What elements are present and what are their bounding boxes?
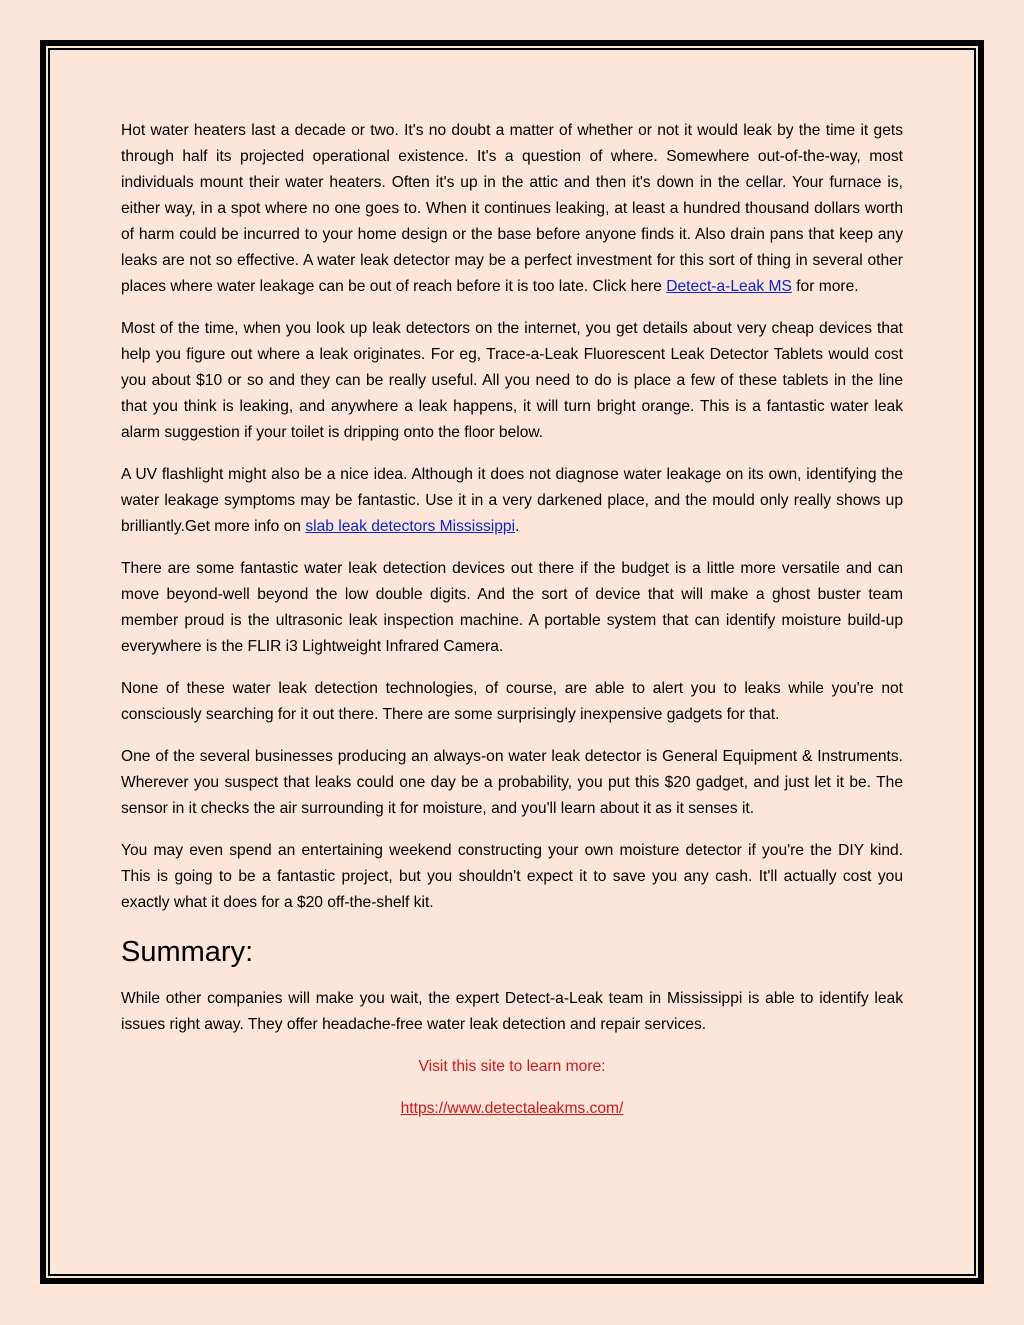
paragraph-summary: While other companies will make you wait, the expert Detect-a-Leak team in Mississippi is able to identify leak issues right away. They offer headache-free water leak detection and repair services. xyxy=(121,990,903,1033)
paragraph-1-text: Hot water heaters last a decade or two. It's no doubt a matter of whether or not it would leak by the time it gets through half its projected operational existence. It's a question of where. Somewhere out-of-the-way, most individuals mount their water heaters. Often it's up in the attic and then it's down in the cellar. Your furnace is, either way, in a spot where no one goes to. When it continues leaking, at least a hundred thousand dollars worth of harm could be incurred to your home design or the base before anyone finds it. Also drain pans that keep any leaks are not so effective. A water leak detector may be a perfect investment for this sort of thing in several other places where water leakage can be out of reach before it is too late. Click here xyxy=(121,122,903,295)
detect-a-leak-ms-link[interactable]: Detect-a-Leak MS xyxy=(666,278,792,295)
paragraph-advanced-devices: There are some fantastic water leak detection devices out there if the budget is a little more versatile and can move beyond-well beyond the low double digits. And the sort of device that will make a ghost buster team member proud is the ultrasonic leak inspection machine. A portable system that can identify moisture build-up everywhere is the FLIR i3 Lightweight Infrared Camera. xyxy=(121,560,903,655)
summary-heading: Summary: xyxy=(121,936,254,968)
site-url-line xyxy=(121,1096,903,1122)
paragraph-cheap-devices: Most of the time, when you look up leak detectors on the internet, you get details about very cheap devices that help you figure out where a leak originates. For eg, Trace-a-Leak Fluorescent Leak Detector Tablets would cost you about $10 or so and they can be really useful. All you need to do is place a few of these tablets in the line that you think is leaking, and anywhere a leak happens, it will turn bright orange. This is a fantastic water leak alarm suggestion if your toilet is dripping onto the floor below. xyxy=(121,320,903,441)
site-url-link[interactable]: https://www.detectaleakms.com/ xyxy=(400,1100,624,1117)
paragraph-uv-flashlight xyxy=(121,462,903,540)
paragraph-diy-detector: You may even spend an entertaining weekend constructing your own moisture detector if you're the DIY kind. This is going to be a fantastic project, but you shouldn't expect it to save you any cash. It'll actually cost you exactly what it does for a $20 off-the-shelf kit. xyxy=(121,842,903,911)
paragraph-3-text: A UV flashlight might also be a nice idea. Although it does not diagnose water leakage on its own, identifying the water leakage symptoms may be fantastic. Use it in a very darkened place, and the mould only really shows up brilliantly.Get more info on xyxy=(121,466,903,535)
visit-site-text: Visit this site to learn more: xyxy=(418,1058,606,1075)
paragraph-always-on-detector: One of the several businesses producing an always-on water leak detector is General Equipment & Instruments. Wherever you suspect that leaks could one day be a probability, you put this $20 gadget, and just let it be. The sensor in it checks the air surrounding it for moisture, and you'll learn about it as it senses it. xyxy=(121,748,903,817)
paragraph-alert-technologies: None of these water leak detection technologies, of course, are able to alert you to leaks while you're not consciously searching for it out there. There are some surprisingly inexpensive gadgets for that. xyxy=(121,680,903,723)
slab-leak-detectors-link[interactable]: slab leak detectors Mississippi xyxy=(305,518,516,535)
document-body xyxy=(121,118,903,1138)
paragraph-3-after-link: . xyxy=(515,518,520,535)
paragraph-1-after-link: for more. xyxy=(791,278,859,295)
paragraph-water-heaters xyxy=(121,118,903,300)
